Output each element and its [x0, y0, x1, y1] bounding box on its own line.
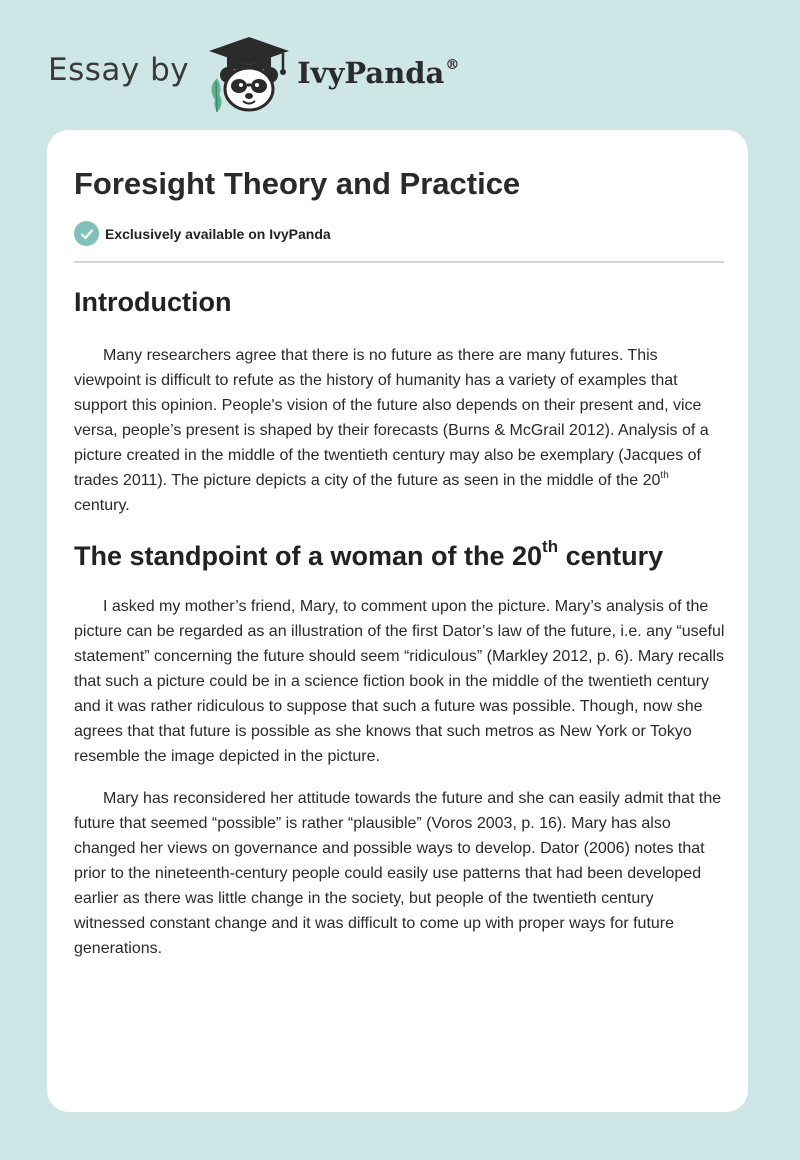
exclusive-badge-text: Exclusively available on IvyPanda [105, 225, 331, 242]
site-header [48, 34, 459, 114]
brand-name[interactable]: IvyPanda® [297, 56, 460, 90]
paragraph-standpoint-1: I asked my mother’s friend, Mary, to comment upon the picture. Mary’s analysis of the picture can be regarded as an illustration of the first Dator’s law of the future, i.e. any “useful statement” concerning the future should seem “ridiculous” (Markley 2012, p. 6). Mary recalls that such a picture could be in a science fiction book in the middle of the twentieth century and it was rather ridiculous to suppose that such a future was possible. Though, now she agrees that that future is possible as she knows that such metros as New York or Tokyo resemble the image depicted in the picture. [74, 598, 725, 765]
essay-card [47, 130, 748, 1112]
page-title: Foresight Theory and Practice [74, 166, 521, 201]
section-heading-standpoint: The standpoint of a woman of the 20th century [74, 537, 664, 571]
paragraph-introduction: Many researchers agree that there is no future as there are many futures. This viewpoint is difficult to refute as the history of humanity has a variety of examples that support this opinion. People's vision of the future also depends on their present and, vice versa, people’s present is shaped by their forecasts (Burns & McGrail 2012). Analysis of a picture created in the middle of the twentieth century may also be exemplary (Jacques of trades 2011). The picture depicts a city of the future as seen in the middle of the 20th century. [74, 347, 709, 514]
essay-by-label: Essay by [48, 52, 190, 88]
registered-mark: ® [445, 57, 460, 73]
panda-graduate-logo-icon[interactable] [203, 34, 295, 114]
paragraph-standpoint-2: Mary has reconsidered her attitude towards the future and she can easily admit that the future that seemed “possible” is rather “plausible” (Voros 2003, p. 16). Mary has also changed her views on governance and possible ways to develop. Dator (2006) notes that prior to the nineteenth-century people could easily use patterns that had been developed earlier as there was little change in the society, but people of the twentieth century witnessed constant change and it was difficult to come up with proper ways for future generations. [74, 790, 722, 957]
section-heading-introduction: Introduction [74, 287, 232, 317]
title-divider [74, 261, 724, 263]
exclusive-badge [74, 221, 331, 246]
check-circle-icon [74, 221, 99, 246]
